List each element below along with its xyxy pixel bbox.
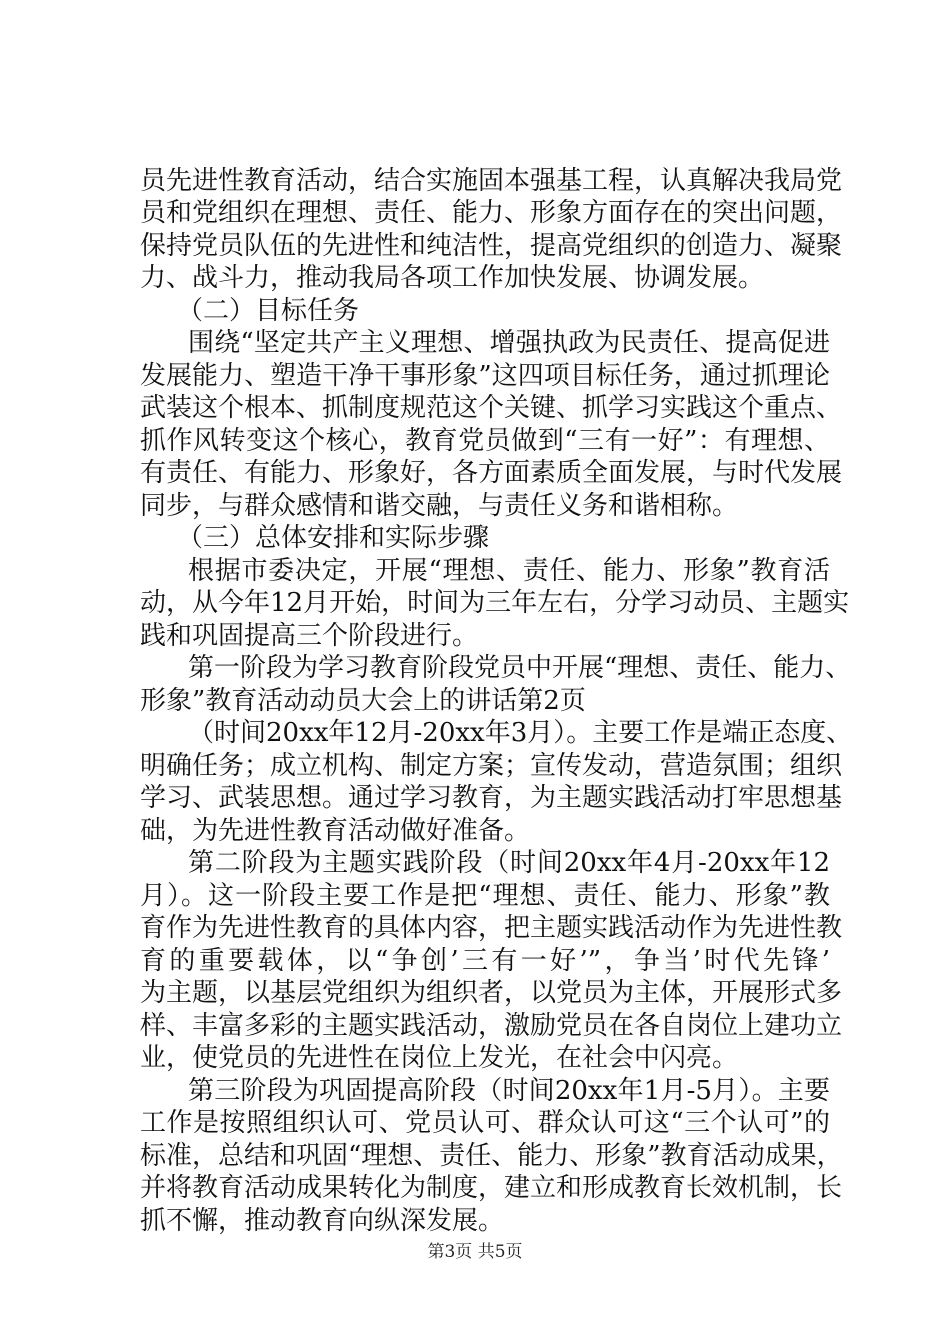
body-line: 围绕“坚定共产主义理想、增强执政为民责任、提高促进	[188, 328, 830, 358]
section-heading: （三）总体安排和实际步骤	[177, 523, 490, 553]
body-line: 月）。这一阶段主要工作是把“理想、责任、能力、形象”教	[140, 881, 830, 911]
body-line: 育作为先进性教育的具体内容，把主题实践活动作为先进性教	[140, 913, 843, 943]
body-line: 业，使党员的先进性在岗位上发光，在社会中闪亮。	[140, 1043, 739, 1073]
body-line: 保持党员队伍的先进性和纯洁性，提高党组织的创造力、凝聚	[140, 231, 843, 261]
body-line: （时间20xx年12月-20xx年3月）。主要工作是端正态度、	[188, 718, 853, 748]
body-line: 样、丰富多彩的主题实践活动，激励党员在各自岗位上建功立	[140, 1011, 843, 1041]
body-line: 武装这个根本、抓制度规范这个关键、抓学习实践这个重点、	[140, 393, 843, 423]
body-line: 并将教育活动成果转化为制度，建立和形成教育长效机制，长	[140, 1173, 843, 1203]
body-line: 抓作风转变这个核心，教育党员做到“三有一好”：有理想、	[140, 426, 830, 456]
body-line: 工作是按照组织认可、党员认可、群众认可这“三个认可”的	[140, 1108, 830, 1138]
body-line: 同步，与群众感情和谐交融，与责任义务和谐相称。	[140, 491, 739, 521]
page-footer: 第3页 共5页	[427, 1242, 523, 1262]
body-line: 发展能力、塑造干净干事形象”这四项目标任务，通过抓理论	[140, 361, 830, 391]
body-line: 践和巩固提高三个阶段进行。	[140, 621, 479, 651]
body-line: 力、战斗力，推动我局各项工作加快发展、协调发展。	[140, 263, 765, 293]
body-line: 第三阶段为巩固提高阶段（时间20xx年1月-5月）。主要	[188, 1076, 830, 1106]
body-line: 动，从今年12月开始，时间为三年左右，分学习动员、主题实	[140, 588, 850, 618]
body-line: 为主题，以基层党组织为组织者，以党员为主体，开展形式多	[140, 978, 843, 1008]
body-line: 第二阶段为主题实践阶段（时间20xx年4月-20xx年12	[188, 848, 830, 878]
body-line: 育的重要载体，以“争创’三有一好’”，争当’时代先锋’	[140, 946, 830, 976]
body-line: 有责任、有能力、形象好，各方面素质全面发展，与时代发展	[140, 458, 843, 488]
body-line: 抓不懈，推动教育向纵深发展。	[140, 1206, 505, 1236]
body-line: 员和党组织在理想、责任、能力、形象方面存在的突出问题，	[140, 198, 843, 228]
body-line: 根据市委决定，开展“理想、责任、能力、形象”教育活	[188, 556, 830, 586]
body-line: 础，为先进性教育活动做好准备。	[140, 816, 531, 846]
body-line: 第一阶段为学习教育阶段党员中开展“理想、责任、能力、	[188, 653, 852, 683]
body-line: 学习、武装思想。通过学习教育，为主题实践活动打牢思想基	[140, 783, 843, 813]
body-line: 员先进性教育活动，结合实施固本强基工程，认真解决我局党	[140, 166, 843, 196]
body-line: 形象”教育活动动员大会上的讲话第2页	[140, 686, 586, 716]
section-heading: （二）目标任务	[177, 296, 360, 326]
body-line: 标准，总结和巩固“理想、责任、能力、形象”教育活动成果，	[140, 1141, 843, 1171]
body-line: 明确任务；成立机构、制定方案；宣传发动，营造氛围；组织	[140, 751, 843, 781]
